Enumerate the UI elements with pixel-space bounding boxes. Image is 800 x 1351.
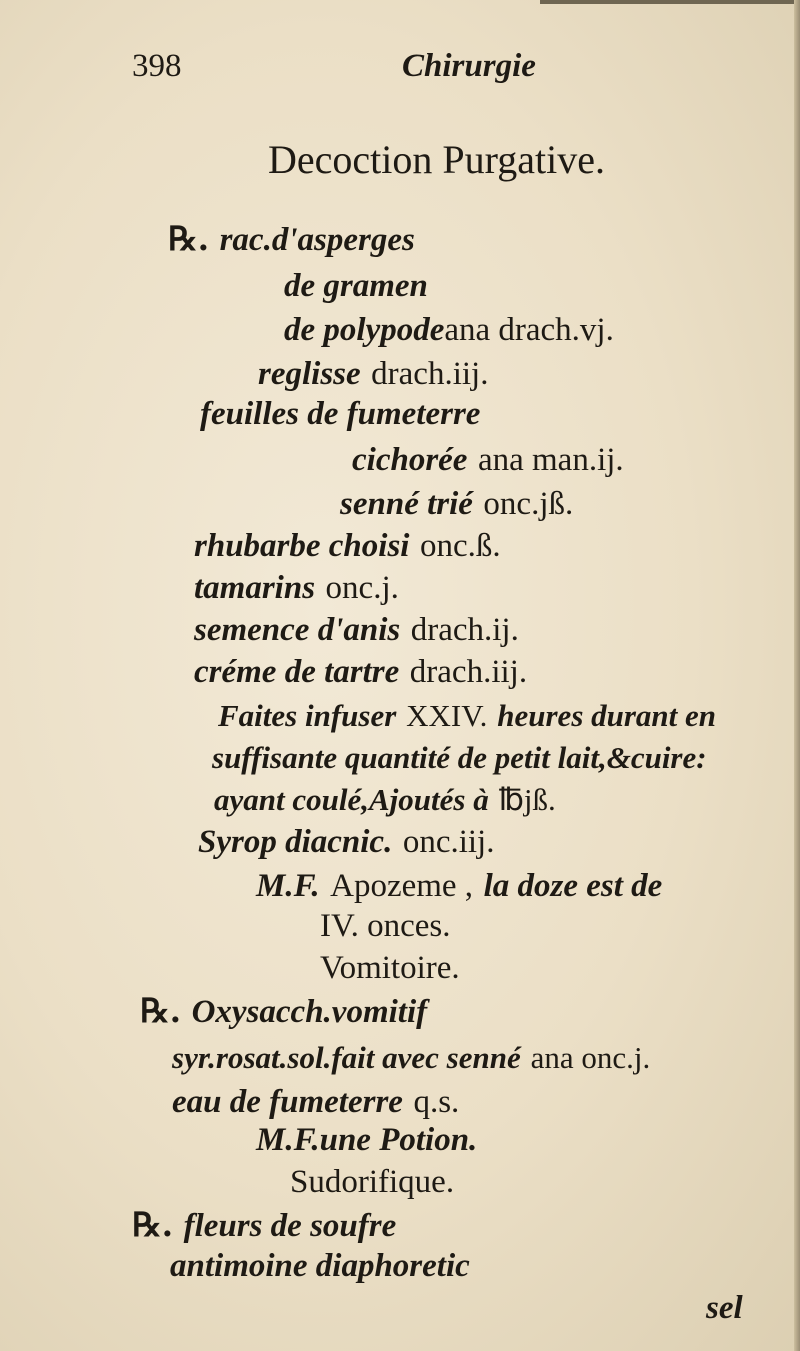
recipe-line: senné trié onc.jß. [340, 486, 574, 522]
recipe-line: semence d'anis drach.ij. [194, 612, 519, 648]
recipe-line: syr.rosat.sol.fait avec senné ana onc.j. [172, 1040, 651, 1075]
recipe-symbol-icon: ℞. [168, 219, 210, 258]
recipe-line: Faites infuser XXIV. heures durant en [218, 698, 717, 733]
page-number: 398 [132, 48, 182, 84]
recipe-line: de polypodeana drach.vj. [284, 312, 614, 348]
recipe-symbol-icon: ℞. [132, 1205, 174, 1244]
recipe-line: ℞. rac.d'asperges [168, 219, 415, 258]
recipe-line: reglisse drach.iij. [258, 356, 489, 392]
section-title-decoction: Decoction Purgative. [268, 137, 605, 182]
recipe-line: créme de tartre drach.iij. [194, 654, 528, 690]
recipe-line: tamarins onc.j. [194, 570, 399, 606]
section-title-vomitoire: Vomitoire. [320, 950, 460, 986]
recipe-line: rhubarbe choisi onc.ß. [194, 528, 501, 564]
catchword: sel [706, 1290, 743, 1326]
recipe-line: ℞. fleurs de soufre [132, 1205, 397, 1244]
recipe-line: ℞. Oxysacch.vomitif [140, 991, 428, 1030]
recipe-line: M.F.une Potion. [256, 1122, 478, 1158]
recipe-line: M.F. Apozeme , la doze est de [256, 868, 663, 904]
recipe-symbol-icon: ℞. [140, 991, 182, 1030]
recipe-line: ayant coulé,Ajoutés à ℔jß. [214, 782, 556, 817]
recipe-line: cichorée ana man.ij. [352, 442, 624, 478]
recipe-line: de gramen [284, 268, 428, 304]
page-right-edge [794, 0, 800, 1351]
running-title: Chirurgie [402, 48, 536, 84]
page-top-edge [540, 0, 800, 4]
recipe-line: IV. onces. [320, 908, 451, 944]
recipe-line: suffisante quantité de petit lait,&cuire: [212, 740, 707, 775]
section-title-sudorifique: Sudorifique. [290, 1164, 455, 1200]
recipe-line: feuilles de fumeterre [200, 396, 481, 432]
recipe-line: antimoine diaphoretic [170, 1248, 470, 1284]
recipe-line: eau de fumeterre q.s. [172, 1084, 460, 1120]
recipe-line: Syrop diacnic. onc.iij. [198, 824, 495, 860]
